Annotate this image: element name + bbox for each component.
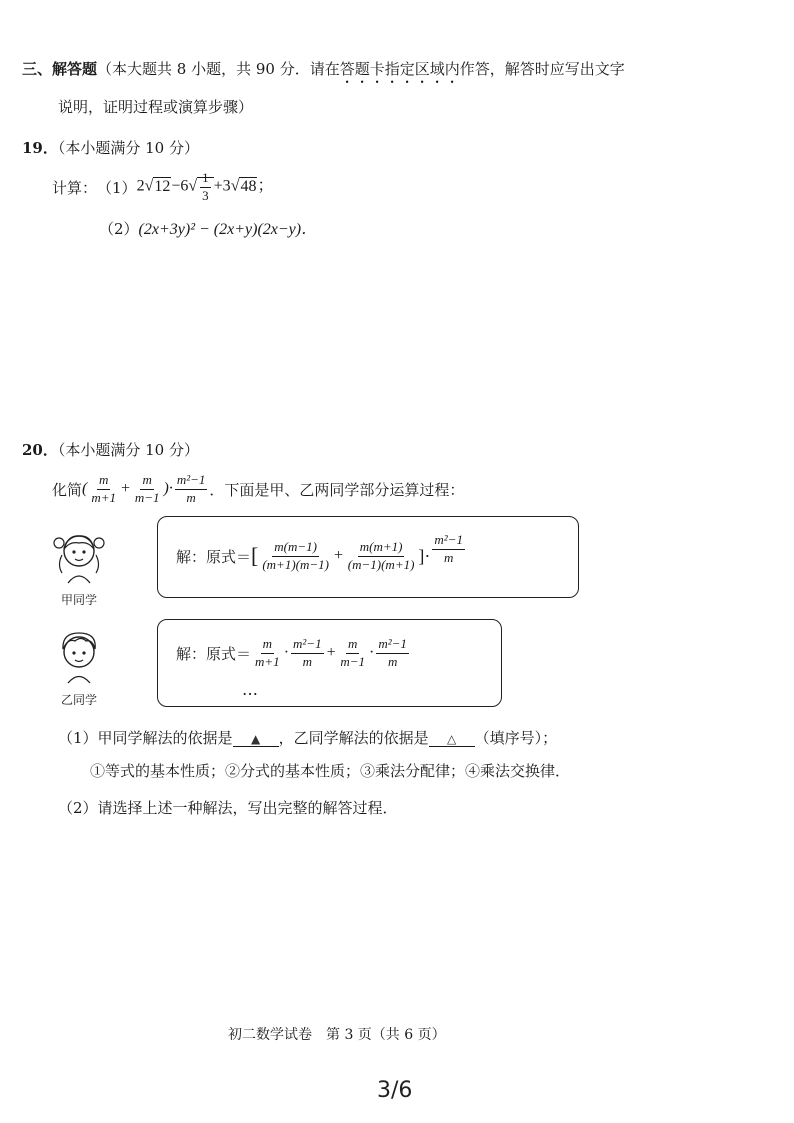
q19-part1 (52, 170, 273, 204)
q19-frac-one-third (200, 171, 211, 203)
frac-den: 3 (202, 187, 209, 203)
jia-solution (176, 527, 467, 585)
frac-den: m−1 (340, 653, 366, 669)
yi-sol-label: 解：原式＝ (176, 644, 252, 663)
frac-num: 1 (200, 171, 211, 187)
jia-caption: 甲同学 (60, 593, 97, 607)
q20-header (22, 443, 199, 458)
frac-den: m (387, 653, 398, 669)
frac-num: m²−1 (432, 533, 465, 549)
q20-part2: （2）请选择上述一种解法，写出完整的解答过程． (58, 799, 398, 817)
plus-sign: + (325, 644, 337, 661)
q20-p1-text-a: 甲同学解法的依据是 (97, 729, 233, 747)
close-paren-dot: )· (163, 480, 173, 497)
q20-options: ①等式的基本性质；②分式的基本性质；③乘法分配律；④乘法交换律． (90, 762, 571, 780)
frac-den: (m+1)(m−1) (262, 556, 329, 572)
frac-den: m (444, 549, 454, 565)
jia-frac-b (346, 540, 417, 572)
boy-student-icon (48, 625, 110, 685)
frac-den: m+1 (255, 653, 280, 669)
q19-p2-expr: (2x+3y)² − (2x+y)(2x−y)． (138, 221, 318, 238)
page-indicator: 3/6 (377, 1078, 413, 1103)
outline-triangle-icon: △ (446, 732, 457, 746)
frac-den: m+1 (91, 489, 117, 505)
q20-part1 (58, 731, 557, 747)
frac-num: m(m+1) (358, 540, 405, 556)
section-intro-line2: 说明，证明过程或演算步骤） (58, 98, 254, 116)
q20-number: 20． (22, 441, 58, 459)
frac-num: m (261, 637, 274, 653)
open-paren: ( (82, 480, 88, 497)
q20-expression (82, 473, 209, 505)
q19-radicand-48: 48 (240, 177, 257, 195)
yi-frac-a (253, 637, 282, 669)
q19-p1-end: ； (257, 177, 274, 195)
yi-frac-c (338, 637, 367, 669)
q20-tail: ．下面是甲、乙两同学部分运算过程： (209, 480, 465, 499)
section-title-line (22, 60, 625, 87)
q19-part2 (99, 222, 317, 238)
frac-num: m²−1 (291, 637, 324, 653)
frac-num: m (97, 473, 110, 489)
q19-p1-label: （1） (97, 178, 137, 197)
left-bracket: [ (251, 543, 259, 568)
yi-solution-box (157, 619, 502, 707)
q20-score: （本小题满分 10 分） (57, 441, 199, 459)
jia-answer-blank[interactable] (233, 731, 279, 747)
yi-ellipsis: … (242, 680, 258, 699)
q19-p1-expr: 2√12−6√ $\frac{1}{3}$ +3√48； (136, 170, 274, 203)
q20-frac1 (89, 473, 118, 505)
frac-num: m (346, 637, 359, 653)
frac-den: m (186, 489, 196, 505)
frac-den: (m−1)(m+1) (347, 556, 415, 572)
frac-num: m(m−1) (272, 540, 319, 556)
jia-solution-box (157, 516, 579, 598)
jia-sol-label: 解：原式＝ (176, 547, 252, 566)
q20-p1-text-b: ，乙同学解法的依据是 (278, 729, 429, 747)
plus-sign: + (120, 480, 131, 497)
q19-p2-label: （2） (99, 220, 139, 238)
yi-student-figure (48, 625, 110, 707)
right-bracket-dot: ]· (418, 545, 431, 566)
section-intro-b: 作答，解答时应写出文字 (459, 60, 625, 78)
q19-prompt: 计算： (52, 178, 98, 197)
q19-score: （本小题满分 10 分） (57, 139, 199, 157)
q19-plus-3: +3 (213, 177, 231, 195)
jia-expression (251, 532, 467, 572)
footer-text: 初二数学试卷 第 3 页（共 6 页） (228, 1027, 446, 1043)
jia-student-figure (48, 525, 110, 607)
section-intro-a: （本大题共 8 小题，共 90 分．请在 (97, 60, 340, 78)
q20-p1-text-c: （填序号）； (474, 729, 558, 747)
plus-sign: + (332, 547, 344, 564)
dot: · (369, 644, 375, 661)
girl-student-icon (48, 525, 110, 585)
q20-p1-label: （1） (58, 729, 98, 747)
q19-minus-6: −6 (171, 177, 189, 195)
frac-num: m (140, 473, 153, 489)
q19-radicand-12: 12 (154, 177, 171, 195)
frac-den: m−1 (134, 489, 160, 505)
section-intro-emphasis: 答题卡指定区域内 (339, 60, 460, 78)
yi-expression (251, 637, 411, 669)
q20-frac2 (133, 473, 162, 505)
jia-frac-c (432, 533, 465, 565)
frac-num: m²−1 (376, 637, 409, 653)
yi-answer-blank[interactable] (429, 731, 475, 747)
yi-frac-b (291, 637, 324, 669)
jia-frac-a (260, 540, 331, 572)
yi-caption: 乙同学 (60, 693, 97, 707)
q19-number: 19． (22, 139, 58, 157)
dot: · (283, 644, 290, 661)
yi-frac-d (376, 637, 409, 669)
q19-header (22, 141, 199, 156)
q20-frac3 (175, 473, 208, 505)
q19-coef-2: 2 (136, 177, 145, 195)
q20-problem (52, 470, 464, 508)
frac-den: m (302, 653, 312, 669)
yi-solution (176, 630, 411, 676)
frac-num: m²−1 (175, 473, 208, 489)
filled-triangle-icon: ▲ (250, 732, 261, 746)
q20-simplify-label: 化简 (52, 480, 83, 499)
section-title: 三、解答题 (22, 60, 98, 78)
